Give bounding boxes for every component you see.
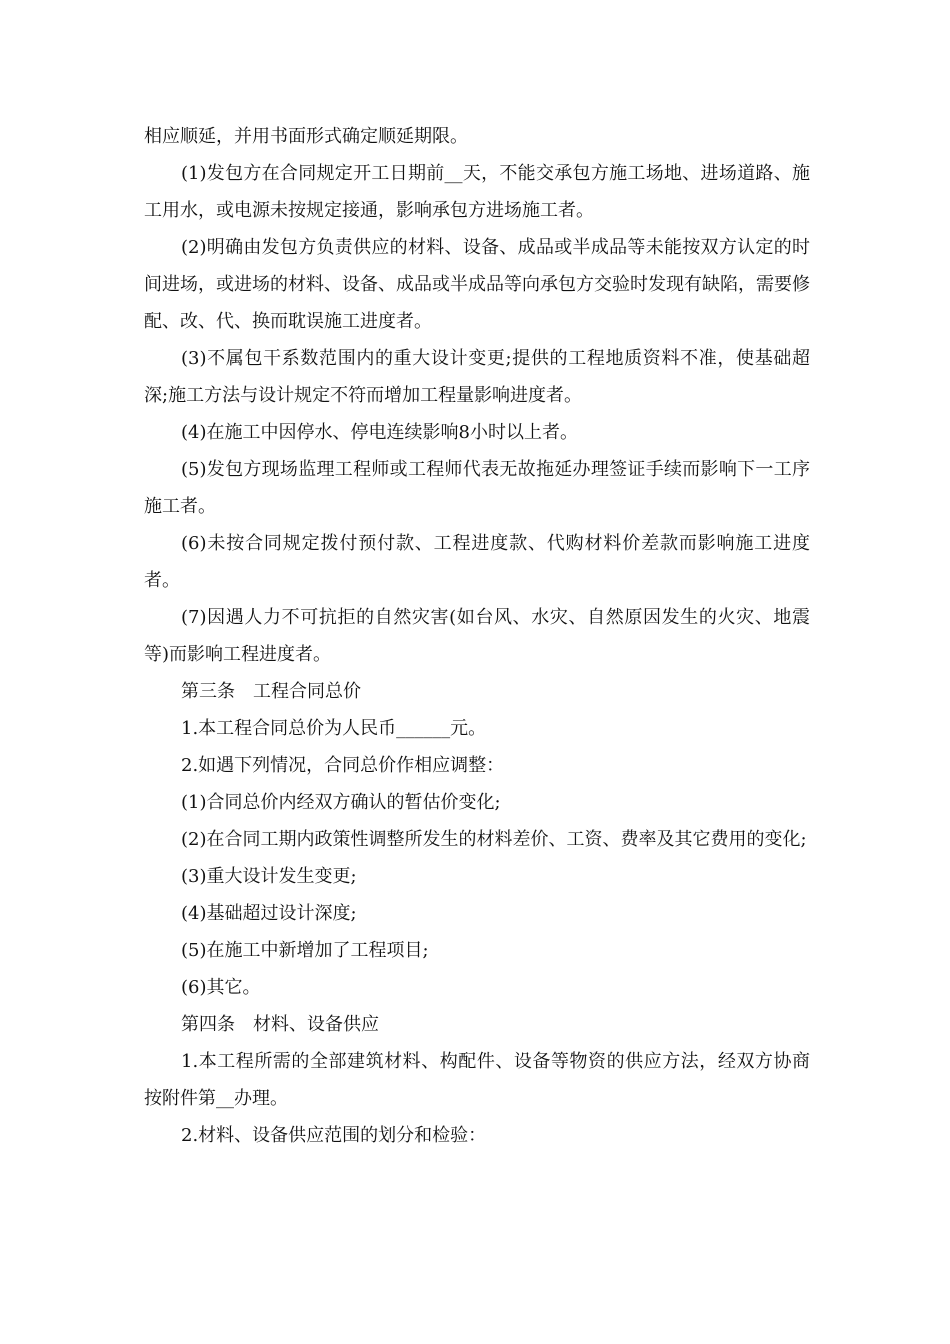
paragraph-item-3: (3)不属包干系数范围内的重大设计变更;提供的工程地质资料不准，使基础超深;施工方法与设计规定不符而增加工程量影响进度者。: [144, 348, 810, 406]
paragraph-item-6: (6)未按合同规定拨付预付款、工程进度款、代购材料价差款而影响施工进度者。: [144, 533, 810, 591]
article-4-clause-1: 1.本工程所需的全部建筑材料、构配件、设备等物资的供应方法，经双方协商按附件第__办理。: [144, 1051, 810, 1109]
article-3-subitem-1: (1)合同总价内经双方确认的暂估价变化;: [181, 792, 501, 813]
article-3-clause-1: 1.本工程合同总价为人民币______元。: [181, 718, 487, 739]
article-3-subitem-5: (5)在施工中新增加了工程项目;: [181, 940, 429, 961]
article-4-clause-2: 2.材料、设备供应范围的划分和检验：: [181, 1125, 487, 1146]
article-3-clause-2: 2.如遇下列情况，合同总价作相应调整：: [181, 755, 505, 776]
document-body: [144, 118, 810, 1154]
paragraph-item-1: (1)发包方在合同规定开工日期前__天，不能交承包方施工场地、进场道路、施工用水，或电源未按规定接通，影响承包方进场施工者。: [144, 163, 810, 221]
article-4-heading: 第四条 材料、设备供应: [181, 1014, 379, 1035]
paragraph-continuation: 相应顺延，并用书面形式确定顺延期限。: [144, 126, 468, 147]
paragraph-item-5: (5)发包方现场监理工程师或工程师代表无故拖延办理签证手续而影响下一工序施工者。: [144, 459, 810, 517]
paragraph-item-2: (2)明确由发包方负责供应的材料、设备、成品或半成品等未能按双方认定的时间进场，或进场的材料、设备、成品或半成品等向承包方交验时发现有缺陷，需要修配、改、代、换而耽误施工进度者。: [144, 237, 810, 332]
article-3-subitem-2: (2)在合同工期内政策性调整所发生的材料差价、工资、费率及其它费用的变化;: [181, 829, 807, 850]
article-3-subitem-3: (3)重大设计发生变更;: [181, 866, 357, 887]
article-3-subitem-6: (6)其它。: [181, 977, 261, 998]
paragraph-item-7: (7)因遇人力不可抗拒的自然灾害(如台风、水灾、自然原因发生的火灾、地震等)而影响工程进度者。: [144, 607, 810, 665]
paragraph-item-4: (4)在施工中因停水、停电连续影响8小时以上者。: [181, 422, 578, 443]
article-3-heading: 第三条 工程合同总价: [181, 681, 361, 702]
article-3-subitem-4: (4)基础超过设计深度;: [181, 903, 357, 924]
